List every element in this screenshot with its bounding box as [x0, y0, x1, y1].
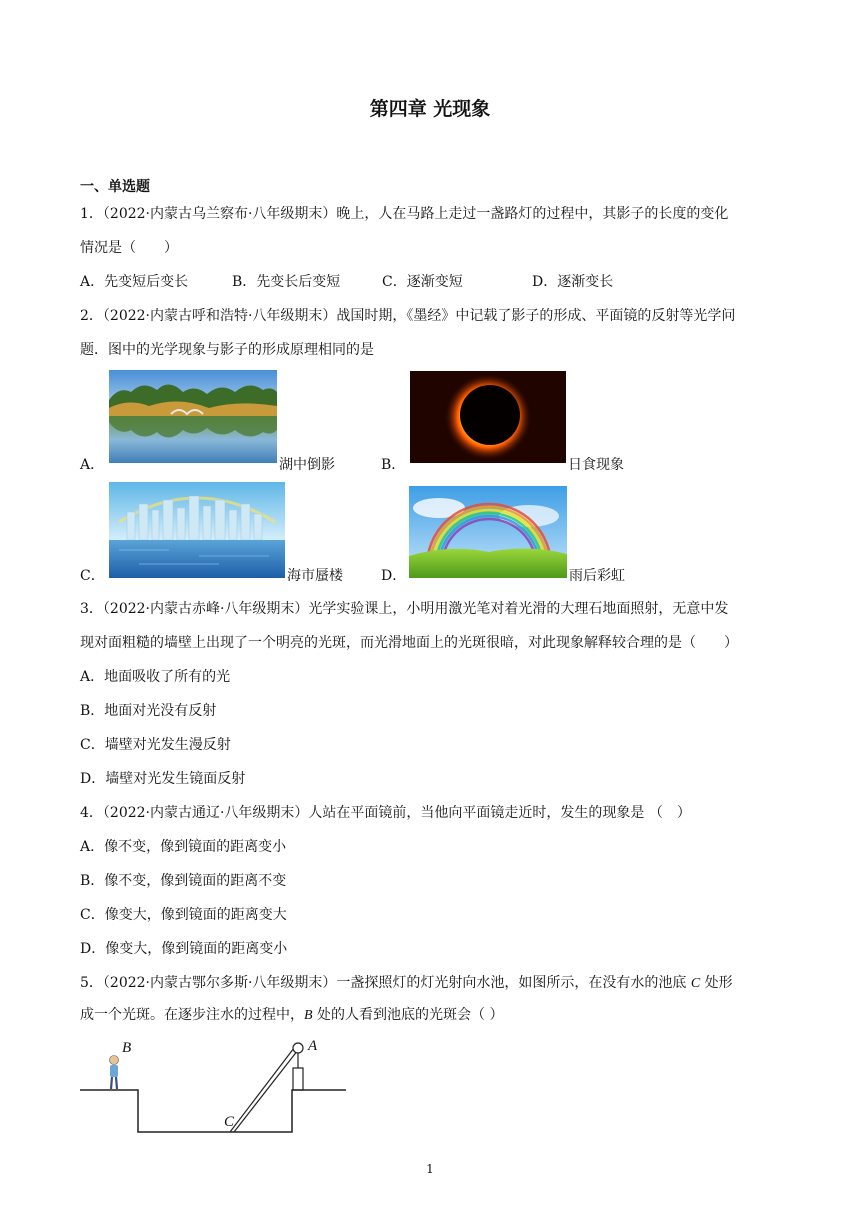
- q4-option-b: B．像不变，像到镜面的距离不变: [80, 873, 287, 889]
- q2-option-a-letter: A．: [80, 457, 105, 473]
- page-title: 第四章 光现象: [369, 98, 491, 120]
- lake-reflection-image: [109, 370, 277, 463]
- page-number: 1: [426, 1162, 434, 1176]
- q2-option-c-caption: 海市蜃楼: [287, 568, 343, 584]
- figure-label-a: A: [308, 1038, 318, 1054]
- figure-label-b: B: [122, 1040, 132, 1056]
- question-3-line2: 现对面粗糙的墙壁上出现了一个明亮的光斑，而光滑地面上的光斑很暗，对此现象解释较合理的是（ ）: [80, 635, 738, 651]
- question-1-line2: 情况是（ ）: [80, 240, 178, 256]
- q1-option-c: C．逐渐变短: [382, 274, 463, 290]
- q4-option-a: A．像不变，像到镜面的距离变小: [80, 839, 287, 855]
- question-1-line1: 1．（2022·内蒙古乌兰察布·八年级期末）晚上，人在马路上走过一盏路灯的过程中，其影子的长度的变化: [80, 206, 729, 222]
- question-2-line2: 题．图中的光学现象与影子的形成原理相同的是: [80, 342, 374, 358]
- mirage-image: [109, 482, 285, 578]
- q2-option-b-letter: B．: [381, 457, 406, 473]
- rainbow-image: [409, 486, 567, 578]
- q2-option-d-caption: 雨后彩虹: [569, 568, 625, 584]
- question-5-line2: 成一个光斑。在逐步注水的过程中，B 处的人看到池底的光斑会（ ）: [80, 1007, 504, 1023]
- question-2-line1: 2．（2022·内蒙古呼和浩特·八年级期末）战国时期，《墨经》中记载了影子的形成、平面镜的反射等光学问: [80, 308, 736, 324]
- question-4-line1: 4．（2022·内蒙古通辽·八年级期末）人站在平面镜前，当他向平面镜走近时，发生的现象是 （ ）: [80, 805, 691, 821]
- q2-option-c-letter: C．: [80, 568, 105, 584]
- question-3-line1: 3．（2022·内蒙古赤峰·八年级期末）光学实验课上，小明用激光笔对着光滑的大理石地面照射，无意中发: [80, 601, 729, 617]
- section-heading: 一、单选题: [80, 179, 150, 195]
- q3-option-b: B．地面对光没有反射: [80, 703, 217, 719]
- q1-option-a: A．先变短后变长: [80, 274, 189, 290]
- q3-option-d: D．墙壁对光发生镜面反射: [80, 771, 246, 787]
- q2-option-a-caption: 湖中倒影: [279, 457, 335, 473]
- q4-option-c: C．像变大，像到镜面的距离变大: [80, 907, 287, 923]
- q1-option-d: D．逐渐变长: [532, 274, 614, 290]
- figure-label-c: C: [224, 1114, 235, 1130]
- q3-option-c: C．墙壁对光发生漫反射: [80, 737, 231, 753]
- question-5-line1: 5．（2022·内蒙古鄂尔多斯·八年级期末）一盏探照灯的灯光射向水池，如图所示，在没有水的池底 C 处形: [80, 975, 733, 991]
- q2-option-b-caption: 日食现象: [568, 457, 624, 473]
- q2-option-d-letter: D．: [381, 568, 407, 584]
- q4-option-d: D．像变大，像到镜面的距离变小: [80, 941, 288, 957]
- solar-eclipse-image: [410, 371, 566, 463]
- q1-option-b: B．先变长后变短: [232, 274, 341, 290]
- q3-option-a: A．地面吸收了所有的光: [80, 669, 231, 685]
